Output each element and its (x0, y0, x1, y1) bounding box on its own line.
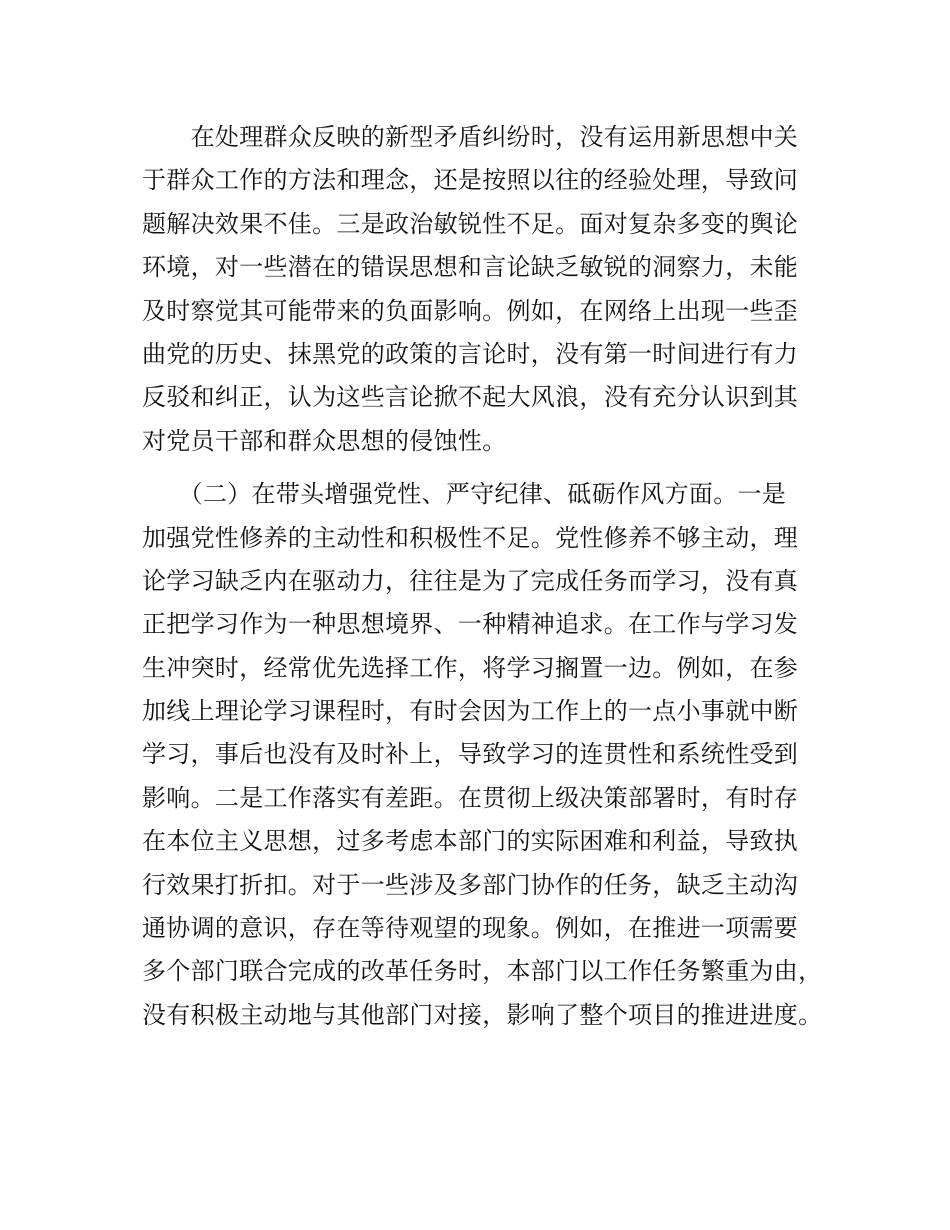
text-line: 对党员干部和群众思想的侵蚀性。 (142, 426, 507, 455)
text-line: 生冲突时，经常优先选择工作，将学习搁置一边。例如，在参 (142, 653, 799, 682)
text-line: 加强党性修养的主动性和积极性不足。党性修养不够主动，理 (142, 523, 799, 552)
text-line: 论学习缺乏内在驱动力，往往是为了完成任务而学习，没有真 (142, 566, 799, 595)
text-line: 反驳和纠正，认为这些言论掀不起大风浪，没有充分认识到其 (142, 383, 799, 412)
text-line: 在本位主义思想，过多考虑本部门的实际困难和利益，导致执 (142, 827, 799, 856)
paragraph-spacer (142, 463, 832, 473)
text-line: 题解决效果不佳。三是政治敏锐性不足。面对复杂多变的舆论 (142, 209, 799, 238)
text-line: 曲党的历史、抹黑党的政策的言论时，没有第一时间进行有力 (142, 339, 799, 368)
text-line: 学习，事后也没有及时补上，导致学习的连贯性和系统性受到 (142, 740, 799, 769)
paragraph-2 (142, 473, 832, 1037)
document-body (142, 116, 832, 1037)
text-line: 在处理群众反映的新型矛盾纠纷时，没有运用新思想中关 (142, 123, 799, 151)
text-line: 行效果打折扣。对于一些涉及多部门协作的任务，缺乏主动沟 (142, 870, 799, 899)
text-line: 影响。二是工作落实有差距。在贯彻上级决策部署时，有时存 (142, 783, 799, 812)
text-line: 于群众工作的方法和理念，还是按照以往的经验处理，导致问 (142, 166, 799, 195)
text-line: 没有积极主动地与其他部门对接，影响了整个项目的推进进度。 (142, 1000, 823, 1029)
text-line: 及时察觉其可能带来的负面影响。例如，在网络上出现一些歪 (142, 296, 799, 325)
text-line: （二）在带头增强党性、严守纪律、砥砺作风方面。一是 (142, 480, 787, 509)
text-line: 多个部门联合完成的改革任务时，本部门以工作任务繁重为由， (142, 957, 823, 986)
text-line: 正把学习作为一种思想境界、一种精神追求。在工作与学习发 (142, 610, 799, 639)
text-line: 通协调的意识，存在等待观望的现象。例如，在推进一项需要 (142, 914, 799, 943)
text-line: 加线上理论学习课程时，有时会因为工作上的一点小事就中断 (142, 697, 799, 726)
paragraph-1 (142, 116, 832, 463)
text-line: 环境，对一些潜在的错误思想和言论缺乏敏锐的洞察力，未能 (142, 253, 799, 282)
